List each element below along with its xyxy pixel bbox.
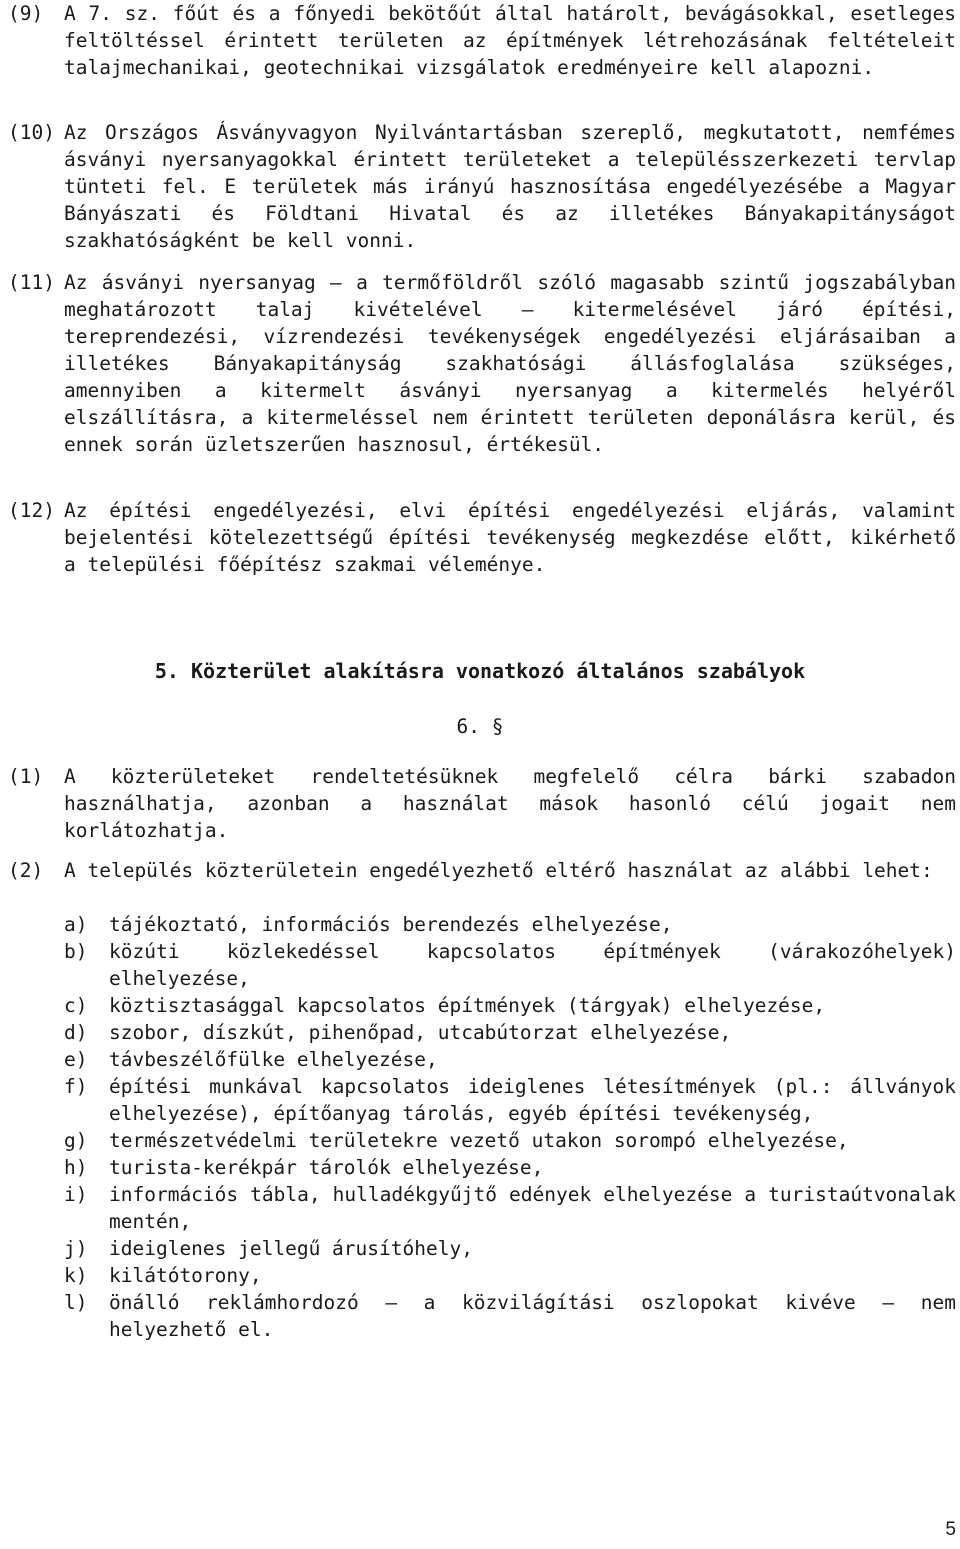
paragraph-text: A 7. sz. főút és a főnyedi bekötőút által határolt, bevágásokkal, esetleges feltöltéssel érintett területen az építmények létrehozásának feltételeit talajmechanikai, geotechnikai vizsgálatok eredményeire kell alapozni. <box>64 2 956 79</box>
paragraph-number: (12) <box>8 499 55 522</box>
paragraph-text: Az építési engedélyezési, elvi építési engedélyezési eljárás, valamint bejelentési kötelezettségű építési tevékenység megkezdése előtt, kikérhető a települési főépítész szakmai véleménye. <box>64 499 956 576</box>
list-item-label: k) <box>64 1264 88 1287</box>
list-item <box>64 1127 956 1154</box>
list-item-text: információs tábla, hulladékgyűjtő edények elhelyezése a turistaútvonalak mentén, <box>109 1183 956 1233</box>
list-item <box>64 911 956 938</box>
section-heading: 5. Közterület alakításra vonatkozó általános szabályok <box>154 659 806 683</box>
list-item <box>64 1154 956 1181</box>
list-item-text: közúti közlekedéssel kapcsolatos építmények (várakozóhelyek) elhelyezése, <box>109 940 956 990</box>
list-item-text: távbeszélőfülke elhelyezése, <box>109 1048 438 1071</box>
list-item <box>64 1046 956 1073</box>
list-item <box>64 1289 956 1343</box>
list-item-label: a) <box>64 913 88 936</box>
paragraph-number: (10) <box>8 121 55 144</box>
paragraph-text: A település közterületein engedélyezhető eltérő használat az alábbi lehet: <box>64 859 933 882</box>
list-item-text: szobor, díszkút, pihenőpad, utcabútorzat elhelyezése, <box>109 1021 732 1044</box>
list-item-text: önálló reklámhordozó – a közvilágítási oszlopokat kivéve – nem helyezhető el. <box>109 1291 956 1341</box>
list-item-text: turista-kerékpár tárolók elhelyezése, <box>109 1156 544 1179</box>
list-item-label: f) <box>64 1075 88 1098</box>
list-item <box>64 1181 956 1235</box>
paragraph-text: Az ásványi nyersanyag – a termőföldről szóló magasabb szintű jogszabályban meghatározott talaj kivételével – kitermelésével járó építési, tereprendezési, vízrendezési tevékenységek engedélyezési eljárásaiban a illetékes Bányakapitányság szakhatósági állásfoglalása szükséges, amennyiben a kitermelt ásványi nyersanyag a kitermelés helyéről elszállításra, a kitermeléssel nem érintett területen deponálásra kerül, és ennek során üzletszerűen hasznosul, értékesül. <box>64 271 956 456</box>
list-item-label: d) <box>64 1021 88 1044</box>
list-item <box>64 1262 956 1289</box>
list-item-text: építési munkával kapcsolatos ideiglenes létesítmények (pl.: állványok elhelyezése), építőanyag tárolás, egyéb építési tevékenység, <box>109 1075 956 1125</box>
paragraph-number: (2) <box>8 859 44 882</box>
list-item <box>64 1235 956 1262</box>
paragraph-number: (11) <box>8 271 55 294</box>
list-item-text: ideiglenes jellegű árusítóhely, <box>109 1237 473 1260</box>
list-item <box>64 992 956 1019</box>
paragraph-1 <box>8 763 956 844</box>
list-item-label: i) <box>64 1183 88 1206</box>
list-item-label: c) <box>64 994 88 1017</box>
usage-list <box>64 911 956 1343</box>
list-item-label: b) <box>64 940 88 963</box>
page-number: 5 <box>945 1519 956 1540</box>
paragraph-12 <box>8 497 956 578</box>
list-item-label: j) <box>64 1237 88 1260</box>
list-item-text: tájékoztató, információs berendezés elhelyezése, <box>109 913 673 936</box>
list-item-label: e) <box>64 1048 88 1071</box>
paragraph-text: Az Országos Ásványvagyon Nyilvántartásban szereplő, megkutatott, nemfémes ásványi nyersanyagokkal érintett területeket a településszerkezeti tervlap tünteti fel. E területek más irányú hasznosítása engedélyezésébe a Magyar Bányászati és Földtani Hivatal és az illetékes Bányakapitányságot szakhatóságként be kell vonni. <box>64 121 956 252</box>
list-item-label: h) <box>64 1156 88 1179</box>
section-mark: 6. § <box>456 715 504 738</box>
paragraph-number: (1) <box>8 765 44 788</box>
list-item-label: g) <box>64 1129 88 1152</box>
paragraph-2 <box>8 857 956 884</box>
list-item <box>64 1073 956 1127</box>
paragraph-11 <box>8 269 956 458</box>
list-item-text: természetvédelmi területekre vezető utakon sorompó elhelyezése, <box>109 1129 849 1152</box>
list-item <box>64 938 956 992</box>
list-item-text: köztisztasággal kapcsolatos építmények (tárgyak) elhelyezése, <box>109 994 826 1017</box>
list-item-label: l) <box>64 1291 88 1314</box>
paragraph-number: (9) <box>8 2 44 25</box>
paragraph-text: A közterületeket rendeltetésüknek megfelelő célra bárki szabadon használhatja, azonban a használat mások hasonló célú jogait nem korlátozhatja. <box>64 765 956 842</box>
list-item <box>64 1019 956 1046</box>
paragraph-9 <box>8 0 956 81</box>
paragraph-10 <box>8 119 956 254</box>
list-item-text: kilátótorony, <box>109 1264 262 1287</box>
